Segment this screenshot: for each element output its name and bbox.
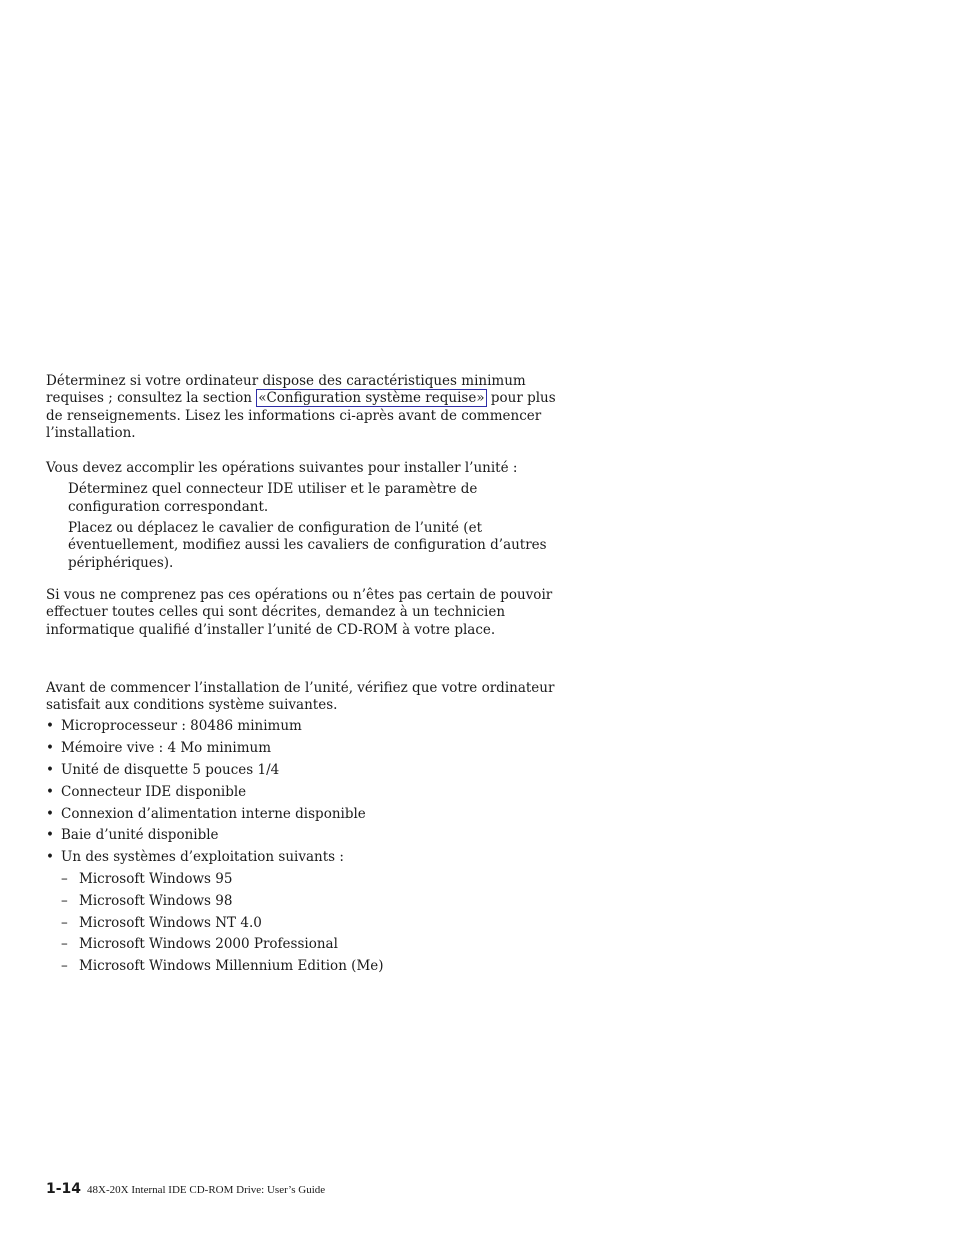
dash-marker: – bbox=[61, 914, 68, 931]
intro-paragraph bbox=[46, 373, 566, 442]
page-content bbox=[46, 373, 566, 980]
bullet-marker: • bbox=[46, 827, 54, 844]
step-item: Déterminez quel connecteur IDE utiliser et le paramètre de configuration correspondant. bbox=[68, 481, 478, 515]
os-list-item bbox=[61, 871, 566, 888]
intro-text-start: Déterminez si votre ordinateur dispose des caractéristiques minimum requises ; consultez la section bbox=[46, 373, 526, 407]
requirements-intro: Avant de commencer l’installation de l’unité, vérifiez que votre ordinateur satisfait aux conditions système suivantes. bbox=[46, 679, 555, 714]
list-item bbox=[46, 827, 566, 844]
requirements-list bbox=[46, 718, 566, 975]
os-list-item bbox=[61, 893, 566, 910]
list-item bbox=[46, 762, 566, 779]
list-item-text: Microprocesseur : 80486 minimum bbox=[61, 718, 302, 735]
dash-marker: – bbox=[61, 871, 68, 888]
os-list-item bbox=[61, 936, 566, 953]
step-item: Placez ou déplacez le cavalier de configuration de l’unité (et éventuellement, modifiez aussi les cavaliers de configuration d’autres périphériques). bbox=[68, 520, 547, 571]
system-requirements-link[interactable]: «Configuration système requise» bbox=[258, 390, 485, 407]
list-item-text: Connecteur IDE disponible bbox=[61, 783, 247, 800]
page-number: 1-14 bbox=[46, 1181, 82, 1197]
dash-marker: – bbox=[61, 892, 68, 909]
os-list-item bbox=[61, 915, 566, 932]
bullet-marker: • bbox=[46, 718, 54, 735]
list-item bbox=[46, 740, 566, 757]
os-list bbox=[61, 871, 566, 975]
steps-lead-text: Vous devez accomplir les opérations suivantes pour installer l’unité : bbox=[46, 460, 518, 477]
note-paragraph: Si vous ne comprenez pas ces opérations ou n’êtes pas certain de pouvoir effectuer toutes celles qui sont décrites, demandez à un technicien informatique qualifié d’installer l’unité de CD-ROM à votre place. bbox=[46, 586, 553, 638]
list-item-text: Baie d’unité disponible bbox=[61, 827, 219, 844]
bullet-marker: • bbox=[46, 849, 54, 866]
list-item bbox=[46, 849, 566, 975]
dash-marker: – bbox=[61, 936, 68, 953]
list-item bbox=[46, 784, 566, 801]
bullet-marker: • bbox=[46, 783, 54, 800]
os-name: Microsoft Windows Millennium Edition (Me) bbox=[79, 958, 384, 975]
intro-text-end: pour plus de renseignements. Lisez les informations ci-après avant de commencer l’installation. bbox=[46, 390, 556, 441]
os-list-item bbox=[61, 958, 566, 975]
list-item-text: Unité de disquette 5 pouces 1/4 bbox=[61, 762, 280, 779]
os-name: Microsoft Windows 95 bbox=[79, 871, 233, 888]
bullet-marker: • bbox=[46, 740, 54, 757]
list-item bbox=[46, 718, 566, 735]
document-title: 48X-20X Internal IDE CD-ROM Drive: User’s Guide bbox=[87, 1184, 326, 1196]
list-item-text: Un des systèmes d’exploitation suivants : bbox=[61, 849, 344, 866]
bullet-marker: • bbox=[46, 762, 54, 779]
dash-marker: – bbox=[61, 958, 68, 975]
list-item-text: Mémoire vive : 4 Mo minimum bbox=[61, 740, 272, 757]
list-item bbox=[46, 806, 566, 823]
os-name: Microsoft Windows 98 bbox=[79, 892, 233, 909]
bullet-marker: • bbox=[46, 805, 54, 822]
list-item-text: Connexion d’alimentation interne disponible bbox=[61, 805, 366, 822]
os-name: Microsoft Windows NT 4.0 bbox=[79, 914, 262, 931]
os-name: Microsoft Windows 2000 Professional bbox=[79, 936, 338, 953]
page-footer bbox=[46, 1181, 325, 1197]
